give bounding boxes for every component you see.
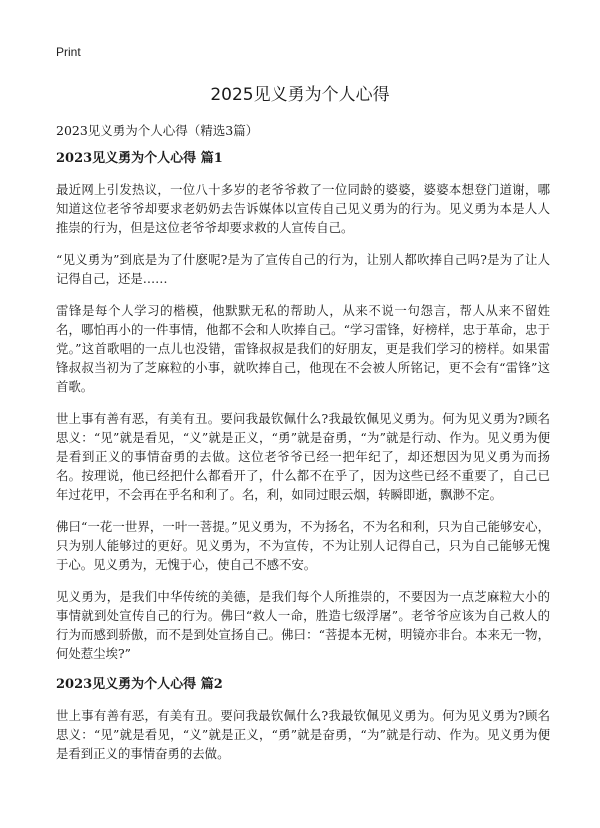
paragraph: 佛曰“一花一世界，一叶一菩提。”见义勇为，不为扬名，不为名和利，只为自己能够安心，只为别人能够过的更好。见义勇为，不为宣传，不为让别人记得自己，只为自己能够无愧于心。见义勇为，无愧于心，使自己不感不安。 — [56, 519, 550, 572]
paragraph: 见义勇为，是我们中华传统的美德，是我们每个人所推崇的，不要因为一点芝麻粒大小的事情就到处宣传自己的行为。佛曰“救人一命，胜造七级浮屠”。老爷爷应该为自己救人的行为而感到骄傲，而不是到处宣扬自己。佛曰：“菩提本无树，明镜亦非台。本来无一物，何处惹尘埃?” — [56, 589, 550, 661]
document-body — [56, 150, 550, 776]
section-heading: 2023见义勇为个人心得 篇1 — [56, 151, 223, 166]
section-1 — [56, 150, 550, 663]
document-subtitle: 2023见义勇为个人心得（精选3篇） — [56, 123, 259, 138]
document-title: 2025见义勇为个人心得 — [210, 85, 390, 105]
paragraph: 世上事有善有恶，有美有丑。要问我最钦佩什么?我最钦佩见义勇为。何为见义勇为?顾名思义：“见”就是看见，“义”就是正义，“勇”就是奋勇，“为”就是行动、作为。见义勇为便是看到正义的事情奋勇的去做。这位老爷爷已经一把年纪了，却还想因为见义勇为而扬名。按理说，他已经把什么都看开了，什么都不在乎了，因为这些已经不重要了，自己已年过花甲，不会再在乎名和利了。名，利，如同过眼云烟，转瞬即逝，飘渺不定。 — [56, 411, 550, 502]
paragraph: “见义勇为”到底是为了什麽呢?是为了宣传自己的行为，让别人都吹捧自己吗?是为了让人记得自己，还是…… — [56, 252, 550, 286]
section-heading: 2023见义勇为个人心得 篇2 — [56, 677, 223, 692]
paragraph: 最近网上引发热议，一位八十多岁的老爷爷救了一位同龄的婆婆，婆婆本想登门道谢，哪知道这位老爷爷却要求老奶奶去告诉媒体以宣传自己见义勇为的行为。见义勇为本是人人推崇的行为，但是这位老爷爷却要求救的人宣传自己。 — [56, 182, 550, 235]
paragraph: 雷锋是每个人学习的楷模，他默默无私的帮助人，从来不说一句怨言，帮人从来不留姓名，哪怕再小的一件事情，他都不会和人吹捧自己。“学习雷锋，好榜样，忠于革命，忠于党。”这首歌唱的一点儿也没错，雷锋叔叔是我们的好朋友，更是我们学习的榜样。如果雷锋叔叔当初为了芝麻粒的小事，就吹捧自己，他现在不会被人所铭记，更不会有“雷锋”这首歌。 — [56, 303, 550, 394]
section-2 — [56, 676, 550, 763]
paragraph: 世上事有善有恶，有美有丑。要问我最钦佩什么?我最钦佩见义勇为。何为见义勇为?顾名思义：“见”就是看见，“义”就是正义，“勇”就是奋勇，“为”就是行动、作为。见义勇为便是看到正义的事情奋勇的去做。 — [56, 708, 550, 761]
print-link[interactable]: Print — [56, 45, 81, 59]
